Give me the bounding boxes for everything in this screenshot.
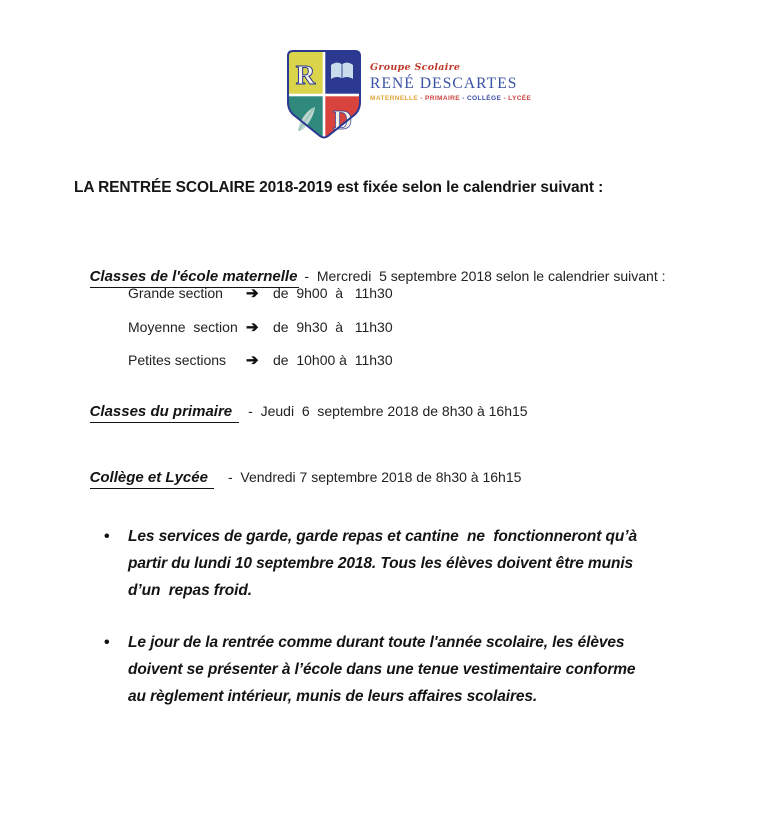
document-title: LA RENTRÉE SCOLAIRE 2018-2019 est fixée selon le calendrier suivant : <box>74 179 604 196</box>
bullet-line: d’un repas froid. <box>128 582 252 600</box>
maternelle-detail: - Mercredi 5 septembre 2018 selon le calendrier suivant : <box>304 268 666 284</box>
arrow-icon: ➔ <box>246 352 259 370</box>
maternelle-schedule <box>128 284 393 385</box>
bullet-line: partir du lundi 10 septembre 2018. Tous les élèves doivent être munis <box>128 555 634 573</box>
logo-text-block <box>370 63 531 103</box>
logo-group-label: Groupe Scolaire <box>370 62 461 73</box>
bullet-line: doivent se présenter à l’école dans une tenue vestimentaire conforme <box>128 661 636 679</box>
bullet-text <box>128 523 637 605</box>
notice-bullet-services <box>104 523 637 605</box>
schedule-row-moyenne <box>128 318 393 352</box>
level-maternelle: MATERNELLE <box>370 95 419 103</box>
arrow-icon: ➔ <box>246 285 259 302</box>
row-time: de 9h30 à 11h30 <box>273 318 393 335</box>
row-label: Petites sections <box>128 352 227 369</box>
row-label: Moyenne section <box>128 318 238 335</box>
bullet-icon: • <box>104 528 110 545</box>
college-detail: - Vendredi 7 septembre 2018 de 8h30 à 16h15 <box>227 469 522 485</box>
logo-levels-line <box>370 95 531 102</box>
bullet-icon: • <box>104 634 110 651</box>
row-time: de 9h00 à 11h30 <box>273 285 393 301</box>
row-label: Grande section <box>128 285 223 301</box>
college-heading: Collège et Lycée <box>90 469 214 489</box>
level-primaire: - PRIMAIRE <box>418 95 461 103</box>
maternelle-heading: Classes de l'école maternelle <box>90 268 300 288</box>
schedule-row-grande <box>128 284 393 318</box>
bullet-line: au règlement intérieur, munis de leurs affaires scolaires. <box>128 688 538 706</box>
book-icon <box>331 63 353 79</box>
primaire-heading: Classes du primaire <box>90 403 240 423</box>
row-time: de 10h00 à 11h30 <box>273 352 393 369</box>
college-line <box>74 453 521 505</box>
level-lycee: - LYCÉE <box>501 95 532 103</box>
shield-crest-icon <box>287 50 361 142</box>
level-college: - COLLÈGE <box>460 95 502 103</box>
schedule-row-petites <box>128 351 393 385</box>
shield-letter-d: D <box>332 105 353 135</box>
bullet-line: Les services de garde, garde repas et cantine ne fonctionneront qu’à <box>128 528 637 545</box>
primaire-line <box>74 387 528 439</box>
bullet-line: Le jour de la rentrée comme durant toute l'année scolaire, les élèves <box>128 634 625 651</box>
logo-school-name: RENÉ DESCARTES <box>370 75 518 93</box>
shield-letter-r: R <box>295 60 316 90</box>
school-logo <box>287 50 531 142</box>
notice-bullet-tenue <box>104 629 635 711</box>
arrow-icon: ➔ <box>246 318 259 336</box>
bullet-text <box>128 629 635 711</box>
primaire-detail: - Jeudi 6 septembre 2018 de 8h30 à 16h15 <box>248 403 528 419</box>
